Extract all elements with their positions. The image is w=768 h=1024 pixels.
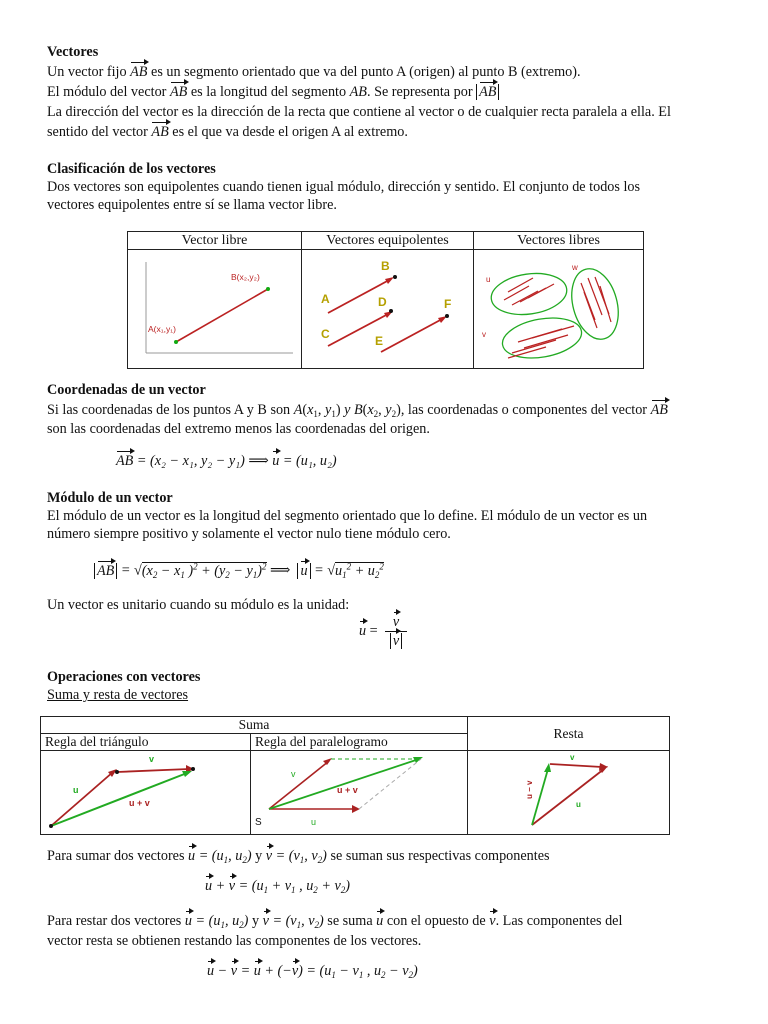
header-vectores-equipolentes: Vectores equipolentes [302, 232, 474, 250]
formula-unitario: u = [359, 623, 378, 639]
figure-vectores-equipolentes [302, 250, 474, 369]
label-v: v [482, 330, 486, 339]
formula-unitario-fraction: $\frac{v}{v}$ [385, 613, 407, 650]
label-u-minus-v: u − v [525, 780, 534, 799]
paragraph-line: La dirección del vector es la dirección de la recta que contiene al vector o de cualquier recta paralela a ella. El [47, 104, 671, 120]
label-u: u [486, 275, 491, 284]
section-title-vectores: Vectores [47, 44, 99, 60]
label-u-plus-v: u + v [337, 785, 358, 795]
label-s: S [255, 817, 262, 828]
paragraph-line: El módulo del vector AB es la longitud del segmento AB. Se representa por AB [47, 83, 499, 101]
figure-vectores-libres [474, 250, 644, 369]
label-b: B [381, 259, 390, 273]
label-u-plus-v: u + v [129, 798, 150, 808]
operations-table [40, 716, 670, 835]
section-title-clasificacion: Clasificación de los vectores [47, 161, 216, 177]
section-title-coordenadas: Coordenadas de un vector [47, 382, 206, 398]
label-v: v [570, 753, 575, 762]
section-title-operaciones: Operaciones con vectores [47, 669, 201, 685]
formula-coordenadas: AB = (x₂ − x₁, y₂ − y₁) ⟹ u = (u₁, u₂) [116, 453, 337, 469]
paragraph-line: Un vector fijo AB es un segmento orientado que va del punto A (origen) al punto B (extremo). [47, 64, 581, 80]
figure-regla-triangulo [41, 751, 251, 835]
label-e: E [375, 334, 384, 348]
label-a: A(x₁,y₁) [148, 324, 176, 334]
paragraph-line: número siempre positivo y solamente el vector nulo tiene módulo cero. [47, 526, 451, 542]
classification-table [127, 231, 644, 369]
paragraph-line: Un vector es unitario cuando su módulo es la unidad: [47, 597, 350, 613]
header-suma: Suma [41, 717, 468, 734]
section-title-modulo: Módulo de un vector [47, 490, 173, 506]
paragraph-line: Para restar dos vectores $u = (u_1$, $u_2$) y $v = (v_1$, $v_2$) se suma u con el opuesto de v. Las componentes del [47, 913, 623, 930]
label-v: v [291, 769, 296, 779]
header-regla-triangulo: Regla del triángulo [41, 734, 251, 751]
paragraph-line: vector resta se obtienen restando las componentes de los vectores. [47, 933, 422, 949]
header-regla-paralelogramo: Regla del paralelogramo [251, 734, 468, 751]
label-b: B(x₂,y₂) [231, 272, 260, 282]
formula-resta: $u - v = u + (-v) = (u_1 - v_1$ , $u_2 - v_2$) [207, 963, 418, 980]
label-u: u [311, 817, 317, 827]
label-f: F [444, 297, 452, 311]
figure-vector-libre [128, 250, 302, 369]
formula-modulo: AB = $√(x_2 - x_1$ )$^2 + (y_2 - y_1)^2$ ⟹ $u = √u_1^2 + u_2^2$ [94, 557, 384, 584]
paragraph-line: Para sumar dos vectores $u = (u_1$, $u_2$) y $v = (v_1$, $v_2$) se suman sus respectivas componentes [47, 848, 550, 865]
paragraph-line: son las coordenadas del extremo menos las coordenadas del origen. [47, 421, 430, 437]
figure-resta [468, 751, 670, 835]
paragraph-line: Dos vectores son equipolentes cuando tienen igual módulo, dirección y sentido. El conjunto de todos los [47, 179, 641, 195]
figure-regla-paralelogramo [251, 751, 468, 835]
subsection-title-suma-resta: Suma y resta de vectores [47, 687, 189, 703]
label-v: v [149, 754, 155, 764]
paragraph-line: vectores equipolentes entre sí se llama vector libre. [47, 197, 337, 213]
label-c: C [321, 327, 330, 341]
header-vector-libre: Vector libre [128, 232, 302, 250]
formula-suma: $u + v = (u_1 + v_1$ , $u_2 + v_2$) [205, 878, 350, 895]
paragraph-line: El módulo de un vector es la longitud del segmento orientado que lo define. El módulo de un vector es un [47, 508, 648, 524]
header-resta: Resta [468, 717, 670, 751]
label-w: w [572, 263, 578, 272]
label-u: u [73, 785, 79, 795]
paragraph-line: sentido del vector AB es el que va desde el origen A al extremo. [47, 124, 408, 140]
label-d: D [378, 295, 387, 309]
label-a: A [321, 292, 330, 306]
paragraph-line: Si las coordenadas de los puntos A y B son $A(x_1$, $y_1$) y $B(x_2$, $y_2$), las coordenadas o componentes del vector AB [47, 402, 668, 419]
label-u: u [576, 800, 581, 809]
header-vectores-libres: Vectores libres [474, 232, 644, 250]
